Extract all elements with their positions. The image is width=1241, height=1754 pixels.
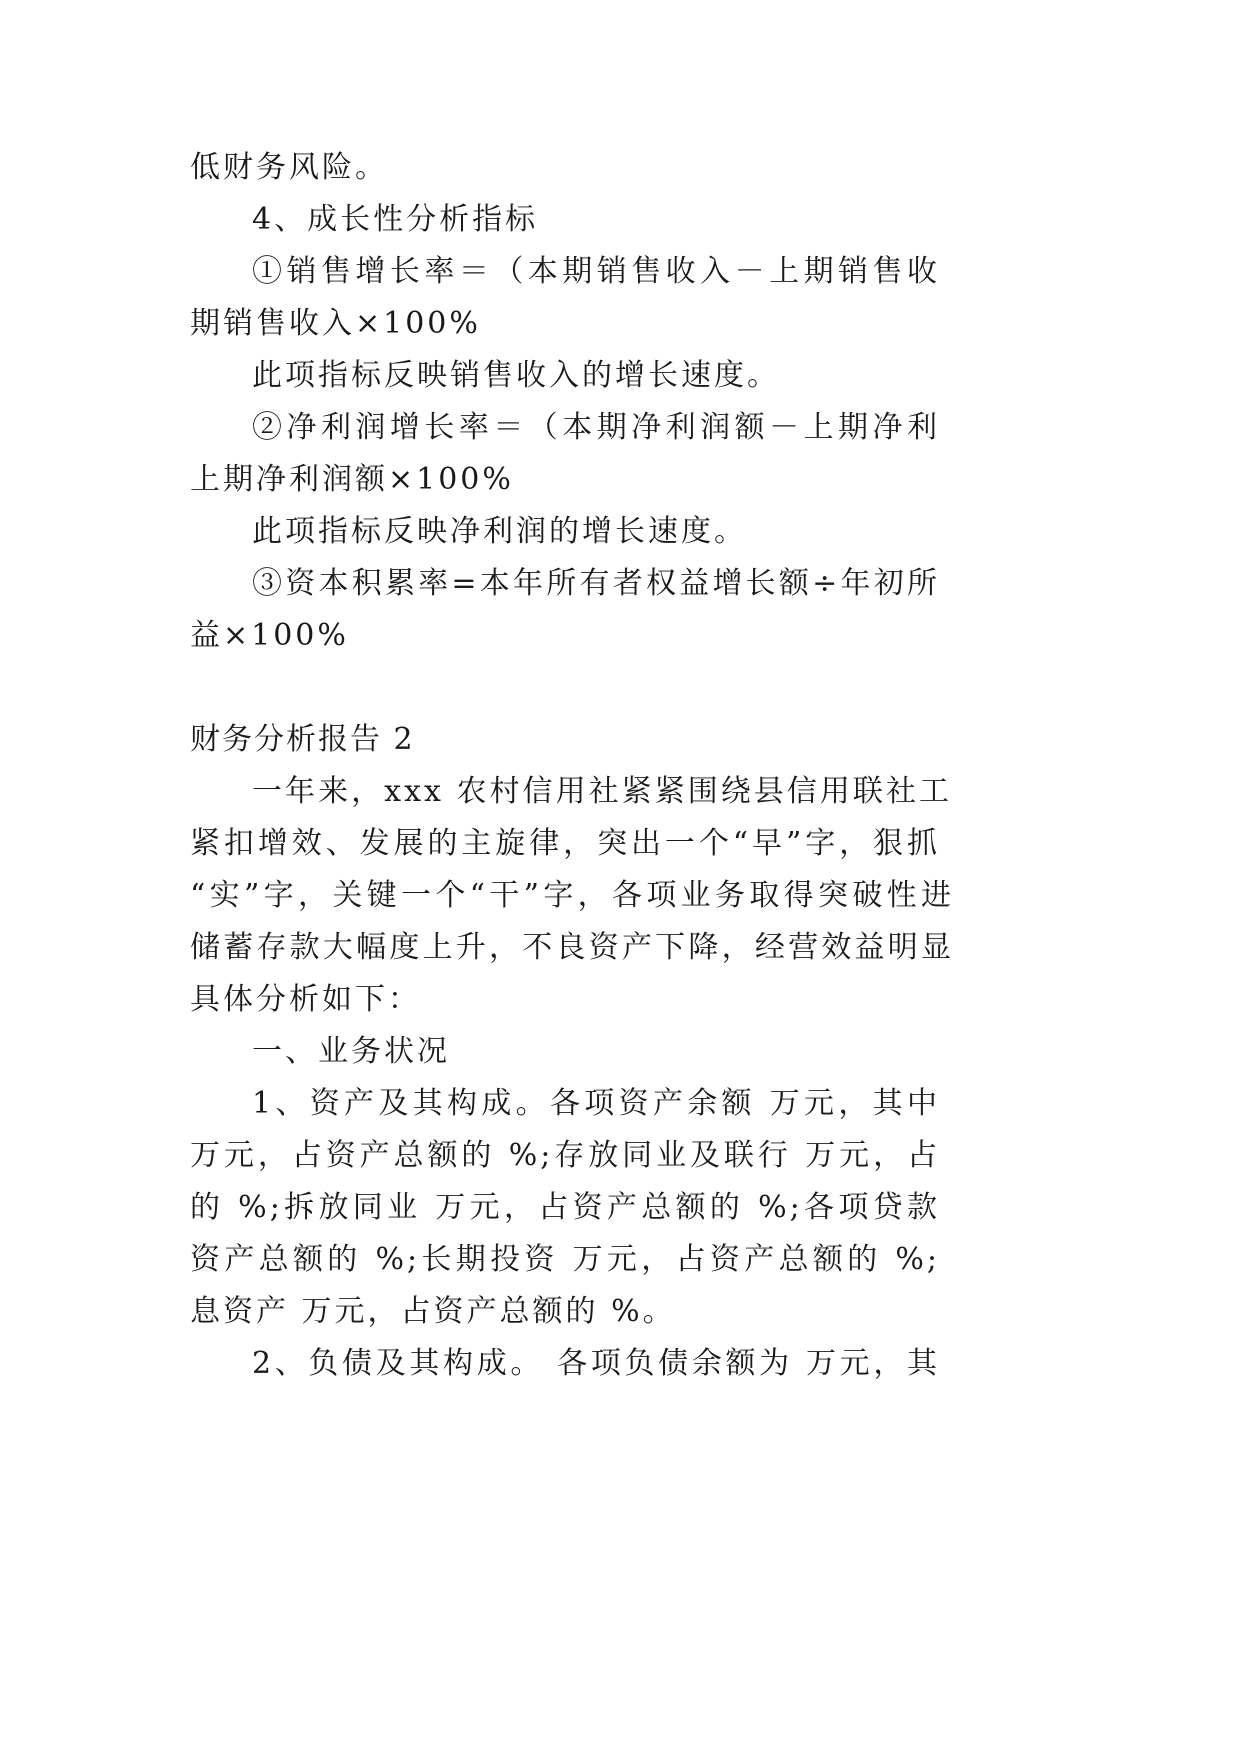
paragraph-line: 储蓄存款大幅度上升，不良资产下降，经营效益明显 — [190, 930, 954, 965]
formula-line: ②净利润增长率＝（本期净利润额－上期净利 — [252, 410, 940, 445]
formula-line: 上期净利润额×100% — [190, 462, 514, 497]
formula-line: ③资本积累率=本年所有者权益增长额÷年初所 — [252, 566, 940, 601]
paragraph-line: 资产总额的 %;长期投资 万元，占资产总额的 %; — [190, 1242, 940, 1277]
section-heading: 4、成长性分析指标 — [252, 202, 539, 237]
paragraph-line: 此项指标反映净利润的增长速度。 — [252, 514, 747, 549]
formula-line: 益×100% — [190, 618, 349, 653]
paragraph-line: 的 %;拆放同业 万元，占资产总额的 %;各项贷款 — [190, 1190, 940, 1225]
paragraph-line: 万元，占资产总额的 %;存放同业及联行 万元，占 — [190, 1138, 940, 1173]
section-heading: 一、业务状况 — [252, 1034, 450, 1069]
paragraph-line: 2、负债及其构成。 各项负债余额为 万元，其 — [252, 1346, 940, 1381]
paragraph-line: 具体分析如下： — [190, 982, 421, 1017]
paragraph-line: 此项指标反映销售收入的增长速度。 — [252, 358, 780, 393]
paragraph-line: “实”字，关键一个“干”字，各项业务取得突破性进 — [190, 878, 954, 913]
formula-line: ①销售增长率＝（本期销售收入－上期销售收 — [252, 254, 940, 289]
paragraph-line: 低财务风险。 — [190, 150, 388, 185]
paragraph-line: 1、资产及其构成。各项资产余额 万元，其中 — [252, 1086, 940, 1121]
paragraph-line: 一年来，xxx 农村信用社紧紧围绕县信用联社工 — [252, 774, 952, 809]
paragraph-line: 紧扣增效、发展的主旋律，突出一个“早”字，狠抓 — [190, 826, 940, 861]
formula-line: 期销售收入×100% — [190, 306, 481, 341]
report-title: 财务分析报告 2 — [190, 722, 415, 757]
paragraph-line: 息资产 万元，占资产总额的 %。 — [190, 1294, 676, 1329]
